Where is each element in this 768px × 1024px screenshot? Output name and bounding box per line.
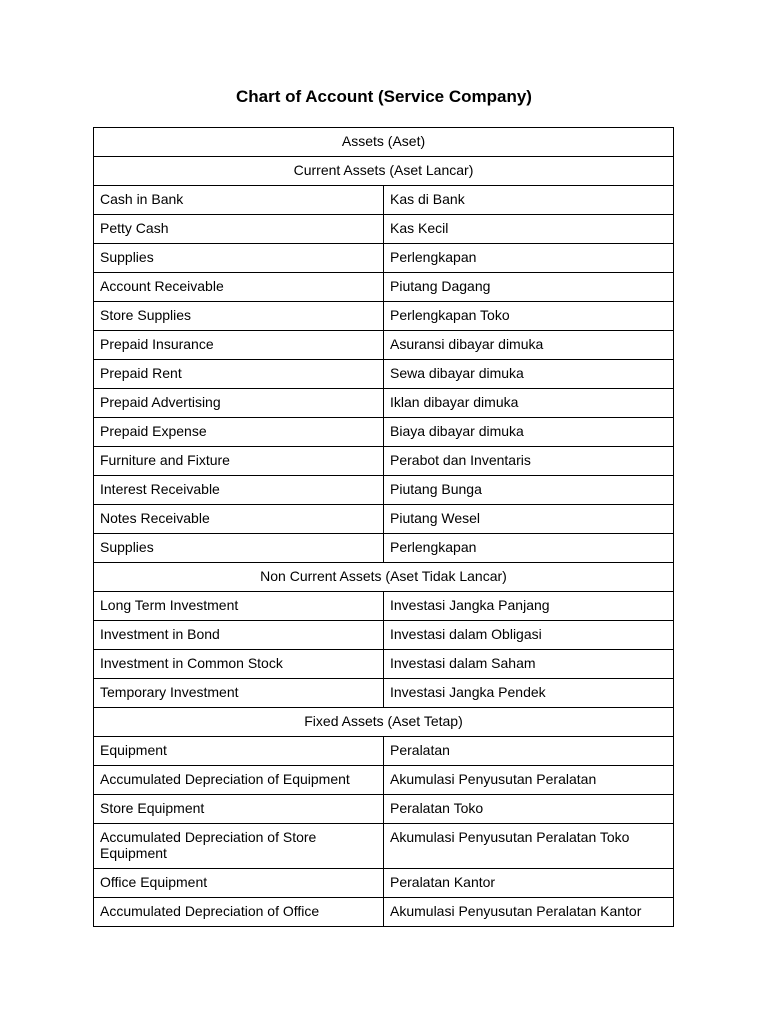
table-row (94, 389, 674, 418)
account-name-en: Long Term Investment (94, 592, 384, 621)
account-name-id: Investasi dalam Obligasi (384, 621, 674, 650)
account-name-en: Petty Cash (94, 215, 384, 244)
section-heading-non-current-assets: Non Current Assets (Aset Tidak Lancar) (94, 563, 674, 592)
account-name-id: Investasi Jangka Pendek (384, 679, 674, 708)
account-name-id: Perlengkapan (384, 244, 674, 273)
account-name-id: Akumulasi Penyusutan Peralatan (384, 766, 674, 795)
account-name-id: Perlengkapan Toko (384, 302, 674, 331)
account-name-id: Investasi dalam Saham (384, 650, 674, 679)
table-row (94, 621, 674, 650)
account-name-id: Peralatan Kantor (384, 869, 674, 898)
account-name-id: Investasi Jangka Panjang (384, 592, 674, 621)
table-row (94, 447, 674, 476)
account-name-en: Office Equipment (94, 869, 384, 898)
table-row (94, 898, 674, 927)
table-row (94, 331, 674, 360)
section-row (94, 563, 674, 592)
account-name-id: Asuransi dibayar dimuka (384, 331, 674, 360)
account-name-en: Accumulated Depreciation of Equipment (94, 766, 384, 795)
section-heading-fixed-assets: Fixed Assets (Aset Tetap) (94, 708, 674, 737)
account-name-id: Peralatan Toko (384, 795, 674, 824)
account-name-en: Investment in Common Stock (94, 650, 384, 679)
account-name-en: Equipment (94, 737, 384, 766)
account-name-id: Akumulasi Penyusutan Peralatan Toko (384, 824, 674, 869)
account-name-en: Notes Receivable (94, 505, 384, 534)
chart-of-account-table (93, 127, 674, 927)
section-heading-current-assets: Current Assets (Aset Lancar) (94, 157, 674, 186)
section-heading-assets: Assets (Aset) (94, 128, 674, 157)
account-name-id: Sewa dibayar dimuka (384, 360, 674, 389)
table-row (94, 186, 674, 215)
account-name-en: Interest Receivable (94, 476, 384, 505)
account-name-en: Store Supplies (94, 302, 384, 331)
account-name-en: Account Receivable (94, 273, 384, 302)
table-row (94, 679, 674, 708)
table-row (94, 244, 674, 273)
table-row (94, 302, 674, 331)
table-row (94, 505, 674, 534)
account-name-id: Iklan dibayar dimuka (384, 389, 674, 418)
account-name-id: Piutang Wesel (384, 505, 674, 534)
account-name-id: Peralatan (384, 737, 674, 766)
account-name-en: Prepaid Insurance (94, 331, 384, 360)
account-name-en: Furniture and Fixture (94, 447, 384, 476)
account-name-en: Store Equipment (94, 795, 384, 824)
account-name-en: Accumulated Depreciation of Store Equipment (94, 824, 384, 869)
account-name-en: Prepaid Rent (94, 360, 384, 389)
table-row (94, 360, 674, 389)
account-name-id: Perlengkapan (384, 534, 674, 563)
account-name-id: Piutang Bunga (384, 476, 674, 505)
table-row (94, 534, 674, 563)
table-row (94, 824, 674, 869)
account-name-en: Cash in Bank (94, 186, 384, 215)
table-row (94, 766, 674, 795)
table-row (94, 215, 674, 244)
table-row (94, 869, 674, 898)
account-name-id: Akumulasi Penyusutan Peralatan Kantor (384, 898, 674, 927)
table-row (94, 273, 674, 302)
table-row (94, 476, 674, 505)
account-name-id: Kas di Bank (384, 186, 674, 215)
account-name-en: Prepaid Advertising (94, 389, 384, 418)
account-name-id: Kas Kecil (384, 215, 674, 244)
account-name-en: Investment in Bond (94, 621, 384, 650)
section-row (94, 128, 674, 157)
section-row (94, 708, 674, 737)
table-row (94, 592, 674, 621)
table-row (94, 650, 674, 679)
account-name-id: Perabot dan Inventaris (384, 447, 674, 476)
account-name-id: Piutang Dagang (384, 273, 674, 302)
table-row (94, 795, 674, 824)
section-row (94, 157, 674, 186)
account-name-id: Biaya dibayar dimuka (384, 418, 674, 447)
table-row (94, 737, 674, 766)
account-name-en: Accumulated Depreciation of Office (94, 898, 384, 927)
page-title: Chart of Account (Service Company) (236, 87, 532, 106)
account-name-en: Supplies (94, 534, 384, 563)
account-name-en: Temporary Investment (94, 679, 384, 708)
account-name-en: Prepaid Expense (94, 418, 384, 447)
table-row (94, 418, 674, 447)
account-name-en: Supplies (94, 244, 384, 273)
